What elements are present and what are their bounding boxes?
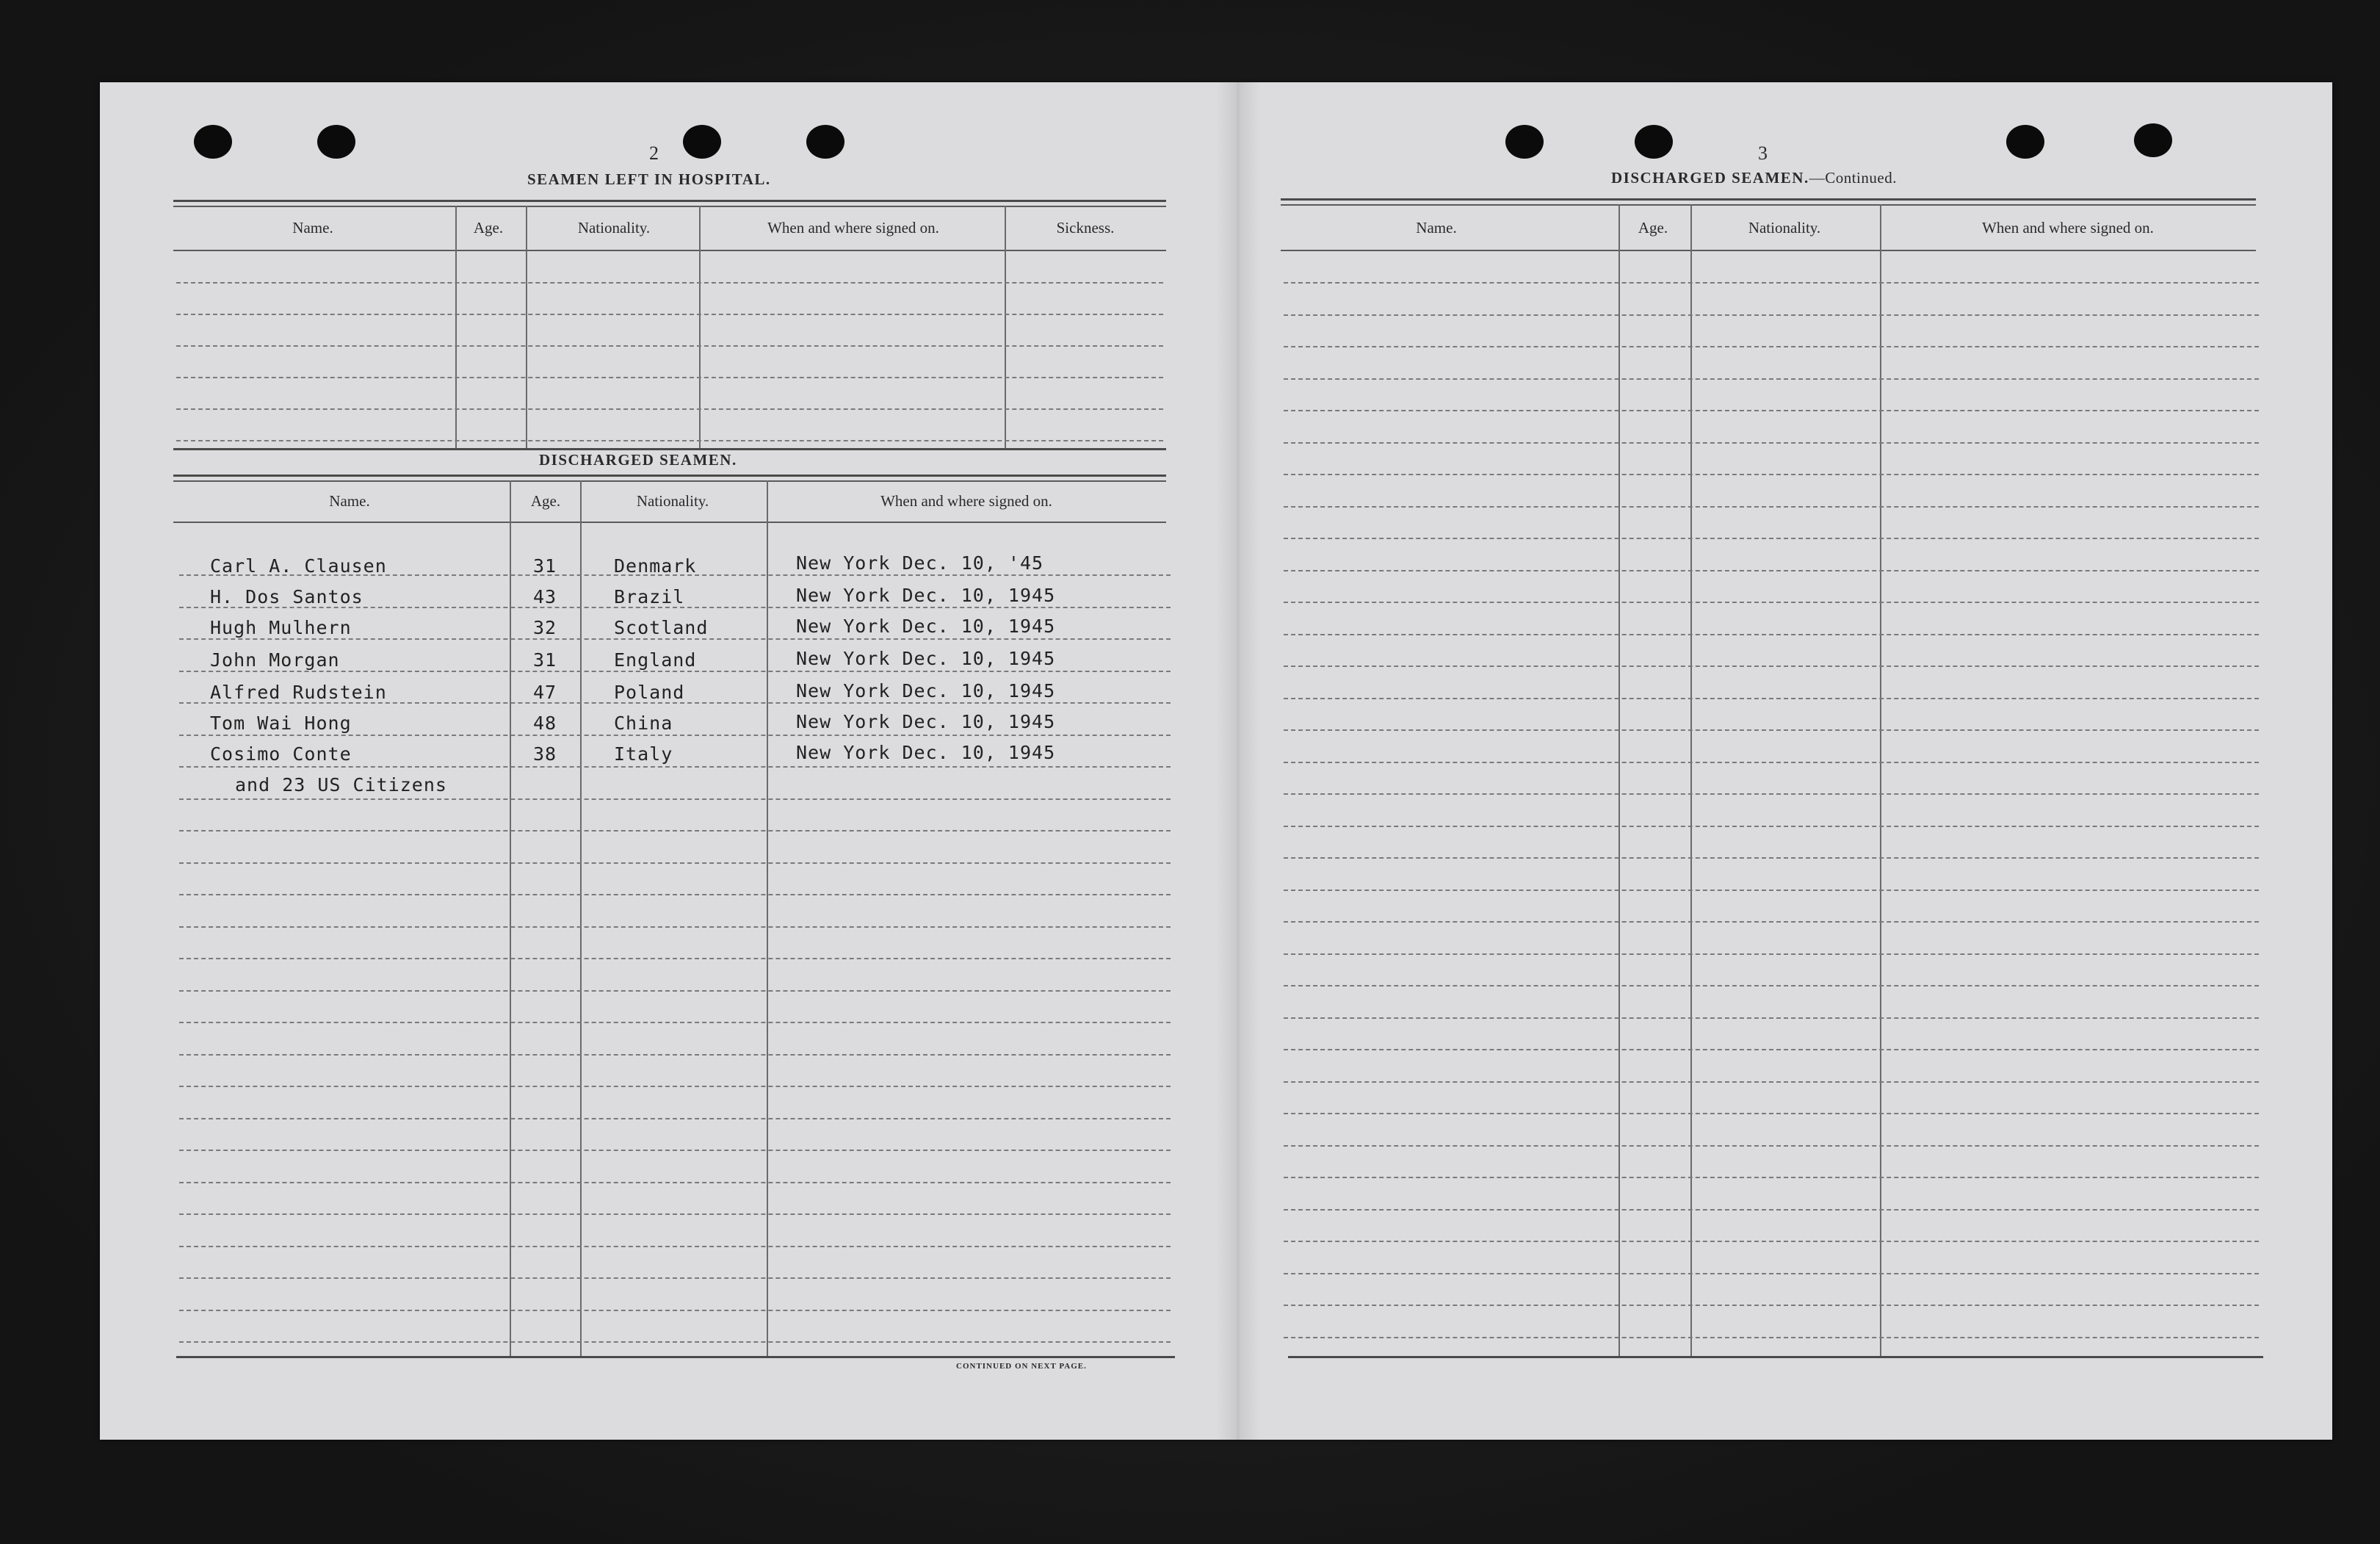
hospital-table-top-rule — [173, 200, 1166, 202]
column-rule — [1880, 204, 1881, 1356]
discharged-section-title: DISCHARGED SEAMEN. — [539, 451, 737, 469]
seaman-signed-on: New York Dec. 10, '45 — [796, 552, 1044, 574]
ruled-line — [176, 440, 1163, 441]
column-rule — [455, 206, 457, 448]
seaman-name: Carl A. Clausen — [210, 555, 387, 577]
discharged-col-name: Name. — [329, 492, 370, 510]
punch-hole — [806, 125, 844, 159]
hospital-header-rule — [173, 250, 1166, 251]
seaman-age: 38 — [533, 743, 557, 765]
discharged-table-top-rule — [173, 475, 1166, 477]
right-table-bottom-rule — [1288, 1356, 2263, 1358]
ruled-line — [1284, 1241, 2259, 1242]
ruled-line — [179, 766, 1171, 768]
punch-hole — [2134, 123, 2172, 157]
ruled-line — [1284, 665, 2259, 667]
right-col-nationality: Nationality. — [1748, 219, 1821, 237]
hospital-col-signed-on: When and where signed on. — [767, 219, 939, 237]
right-table-top-rule-2 — [1281, 204, 2256, 206]
ruled-line — [179, 862, 1171, 864]
hospital-section-title: SEAMEN LEFT IN HOSPITAL. — [527, 170, 771, 188]
ruled-line — [179, 1341, 1171, 1343]
seaman-age: 48 — [533, 713, 557, 734]
ruled-line — [1284, 1305, 2259, 1306]
seaman-age: 47 — [533, 682, 557, 703]
page-number: 3 — [1758, 143, 1768, 164]
ruled-line — [1284, 602, 2259, 603]
column-rule — [1618, 204, 1620, 1356]
ruled-line — [179, 1182, 1171, 1183]
column-rule — [580, 480, 582, 1356]
seaman-signed-on: New York Dec. 10, 1945 — [796, 711, 1056, 732]
ruled-line — [179, 1310, 1171, 1311]
ruled-line — [1284, 793, 2259, 795]
ruled-line — [1284, 1273, 2259, 1274]
ruled-line — [1284, 985, 2259, 986]
column-rule — [699, 206, 701, 448]
ruled-line — [1284, 506, 2259, 508]
ruled-line — [1284, 1145, 2259, 1147]
ruled-line — [1284, 921, 2259, 923]
right-col-age: Age. — [1638, 219, 1668, 237]
ruled-line — [1284, 762, 2259, 763]
seaman-signed-on: New York Dec. 10, 1945 — [796, 648, 1056, 669]
punch-hole — [1505, 125, 1544, 159]
ruled-line — [1284, 442, 2259, 444]
hospital-col-sickness: Sickness. — [1056, 219, 1115, 237]
ruled-line — [179, 1022, 1171, 1023]
ruled-line — [179, 735, 1171, 736]
ruled-line — [179, 926, 1171, 928]
ruled-line — [1284, 474, 2259, 475]
seaman-name: H. Dos Santos — [210, 586, 363, 607]
punch-hole — [317, 125, 355, 159]
ruled-line — [179, 1086, 1171, 1087]
ruled-line — [1284, 1113, 2259, 1114]
ruled-line — [179, 1246, 1171, 1247]
ruled-line — [1284, 378, 2259, 380]
ruled-line — [176, 282, 1163, 284]
continued-title-text: DISCHARGED SEAMEN. — [1611, 169, 1809, 187]
discharged-header-rule — [173, 522, 1166, 523]
seaman-name: Hugh Mulhern — [210, 617, 352, 638]
page-fold — [1216, 82, 1260, 1440]
seaman-name: Alfred Rudstein — [210, 682, 387, 703]
seaman-nationality: Italy — [614, 743, 673, 765]
seaman-signed-on: New York Dec. 10, 1945 — [796, 680, 1056, 701]
seaman-signed-on: New York Dec. 10, 1945 — [796, 742, 1056, 763]
ruled-line — [1284, 890, 2259, 891]
punch-hole — [683, 125, 721, 159]
punch-hole — [1635, 125, 1673, 159]
hospital-table-bottom-rule — [173, 448, 1166, 450]
ruled-line — [1284, 1209, 2259, 1211]
discharged-table-bottom-rule — [176, 1356, 1175, 1358]
ruled-line — [179, 798, 1171, 800]
ruled-line — [179, 894, 1171, 895]
ruled-line — [1284, 314, 2259, 316]
discharged-col-age: Age. — [530, 492, 561, 510]
hospital-table-top-rule-2 — [173, 206, 1166, 207]
hospital-col-nationality: Nationality. — [577, 219, 651, 237]
ruled-line — [1284, 953, 2259, 955]
seaman-nationality: Denmark — [614, 555, 697, 577]
ruled-line — [176, 345, 1163, 347]
ruled-line — [179, 1118, 1171, 1119]
ruled-line — [1284, 634, 2259, 635]
seaman-name: Tom Wai Hong — [210, 713, 352, 734]
continued-footnote: CONTINUED ON NEXT PAGE. — [956, 1362, 1087, 1371]
ruled-line — [179, 638, 1171, 640]
right-table-top-rule — [1281, 198, 2256, 201]
ruled-line — [1284, 729, 2259, 731]
seaman-age: 31 — [533, 555, 557, 577]
ledger-sheet — [100, 82, 2332, 1440]
ruled-line — [179, 1054, 1171, 1056]
ruled-line — [176, 408, 1163, 410]
ruled-line — [176, 314, 1163, 315]
ruled-line — [1284, 346, 2259, 347]
ruled-line — [1284, 826, 2259, 827]
seaman-nationality: Poland — [614, 682, 685, 703]
ruled-line — [179, 990, 1171, 992]
seaman-nationality: England — [614, 649, 697, 671]
ruled-line — [1284, 1337, 2259, 1338]
continued-section-title — [1611, 169, 1897, 187]
right-col-signed-on: When and where signed on. — [1982, 219, 2154, 237]
ruled-line — [179, 1277, 1171, 1279]
ruled-line — [1284, 538, 2259, 539]
ruled-line — [1284, 570, 2259, 571]
seaman-signed-on: New York Dec. 10, 1945 — [796, 585, 1056, 606]
seaman-nationality: Scotland — [614, 617, 709, 638]
us-citizens-note: and 23 US Citizens — [235, 774, 447, 796]
ruled-line — [1284, 1017, 2259, 1019]
hospital-col-name: Name. — [292, 219, 333, 237]
ruled-line — [1284, 1049, 2259, 1050]
punch-hole — [2006, 125, 2044, 159]
seaman-nationality: Brazil — [614, 586, 685, 607]
hospital-col-age: Age. — [473, 219, 504, 237]
column-rule — [510, 480, 511, 1356]
column-rule — [1005, 206, 1006, 448]
discharged-table-top-rule-2 — [173, 480, 1166, 482]
column-rule — [526, 206, 527, 448]
seaman-signed-on: New York Dec. 10, 1945 — [796, 616, 1056, 637]
seaman-age: 31 — [533, 649, 557, 671]
seaman-nationality: China — [614, 713, 673, 734]
ruled-line — [179, 1150, 1171, 1151]
right-header-rule — [1281, 250, 2256, 251]
ruled-line — [1284, 410, 2259, 411]
ruled-line — [1284, 857, 2259, 859]
ruled-line — [1284, 1081, 2259, 1083]
ruled-line — [179, 958, 1171, 959]
right-col-name: Name. — [1416, 219, 1457, 237]
seaman-age: 43 — [533, 586, 557, 607]
discharged-col-signed-on: When and where signed on. — [880, 492, 1052, 510]
ruled-line — [1284, 1177, 2259, 1178]
seaman-name: John Morgan — [210, 649, 340, 671]
ruled-line — [176, 377, 1163, 378]
ruled-line — [179, 830, 1171, 831]
ruled-line — [179, 1213, 1171, 1215]
discharged-col-nationality: Nationality. — [636, 492, 709, 510]
ruled-line — [1284, 698, 2259, 699]
column-rule — [1690, 204, 1692, 1356]
page-number: 2 — [649, 143, 659, 164]
seaman-name: Cosimo Conte — [210, 743, 352, 765]
column-rule — [767, 480, 768, 1356]
punch-hole — [194, 125, 232, 159]
ruled-line — [1284, 282, 2259, 284]
seaman-age: 32 — [533, 617, 557, 638]
continued-title-suffix: —Continued. — [1809, 169, 1897, 187]
